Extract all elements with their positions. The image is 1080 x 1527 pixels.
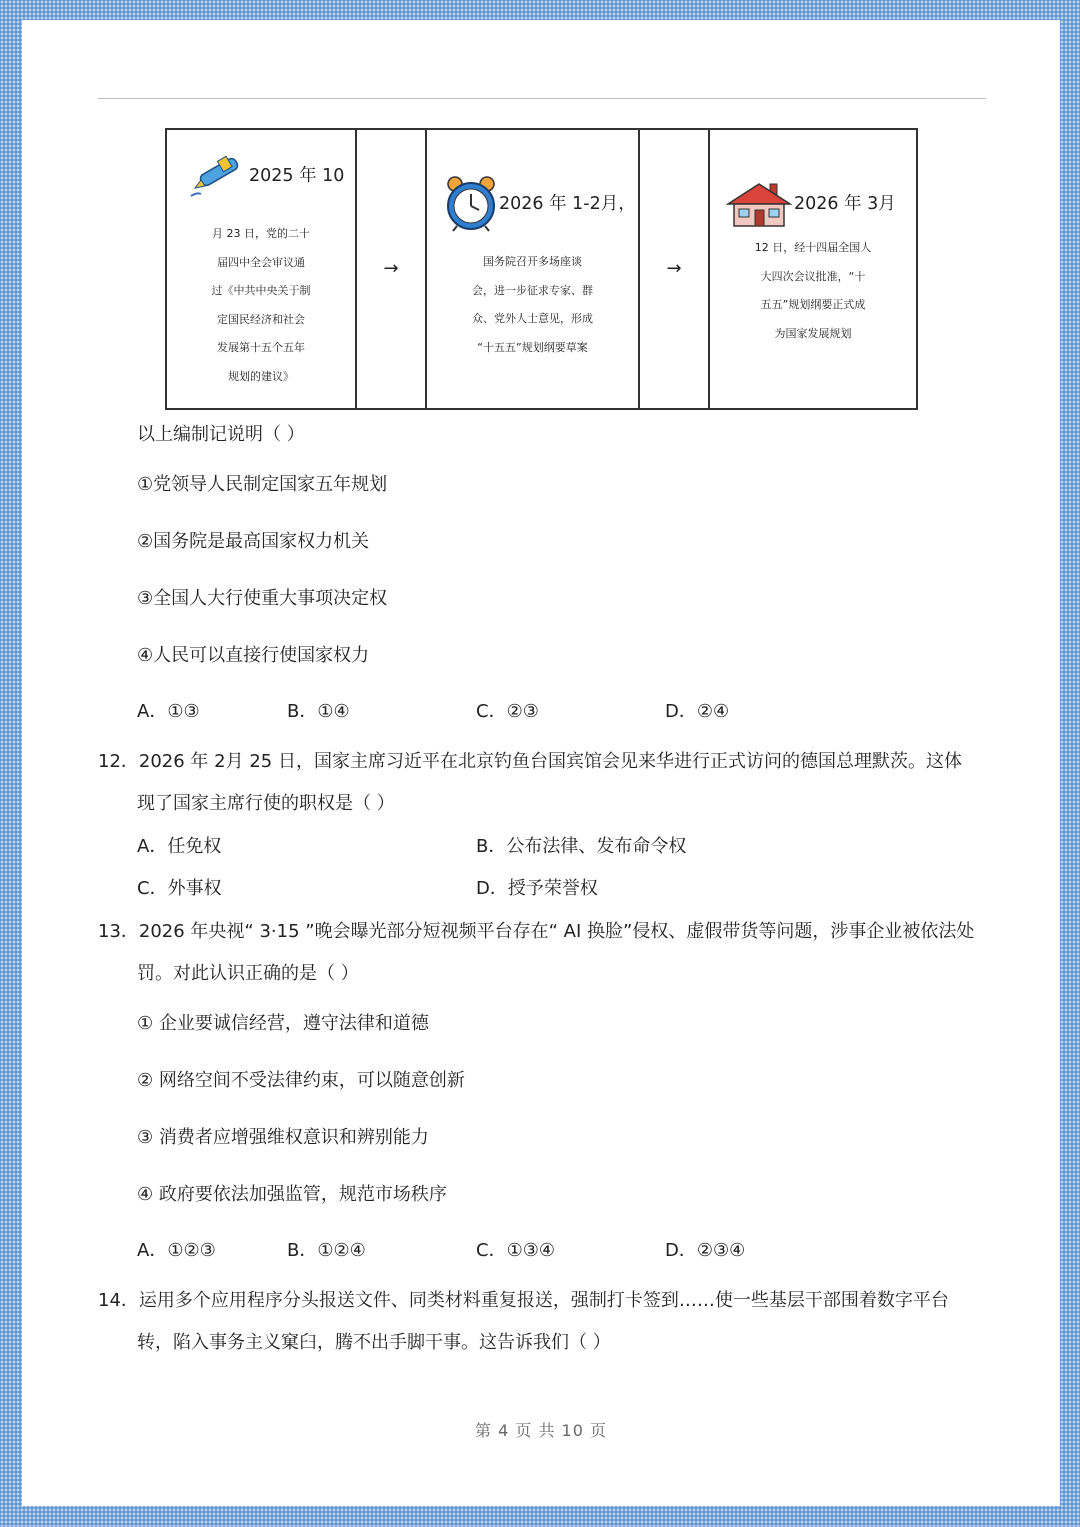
flow-step-3 xyxy=(710,130,916,408)
q12-option-a[interactable]: A．任免权 xyxy=(137,836,222,857)
q11-stem: 以上编制记说明（ ） xyxy=(137,424,305,445)
flow-step-2 xyxy=(427,130,640,408)
flow-text-line: 过《中共中央关于制 xyxy=(211,284,311,297)
flow-text-line: “十五五”规划纲要草案 xyxy=(477,340,588,354)
q13-option-a[interactable]: A．①②③ xyxy=(137,1240,216,1261)
flow-step-1-head: 2025 年 10 xyxy=(249,166,345,186)
document-page xyxy=(22,20,1060,1506)
header-divider xyxy=(98,98,986,99)
flow-text-line: 12 日，经十四届全国人 xyxy=(754,241,872,254)
flow-text-line: 规划的建议》 xyxy=(228,369,294,383)
q14-stem-line1: 14．运用多个应用程序分头报送文件、同类材料重复报送，强制打卡签到……使一些基层干部围着数字平台 xyxy=(98,1290,949,1311)
flow-step-1-body xyxy=(167,220,355,391)
flow-step-1 xyxy=(167,130,357,408)
q11-option-a[interactable]: A．①③ xyxy=(137,701,200,722)
flow-text-line: 国务院召开多场座谈 xyxy=(483,255,582,268)
flow-text-line: 定国民经济和社会 xyxy=(217,312,305,326)
q13-item: ③ 消费者应增强维权意识和辨别能力 xyxy=(137,1127,429,1148)
flow-text-line: 届四中全会审议通 xyxy=(217,255,305,269)
flow-text-line: 会，进一步征求专家、群 xyxy=(472,283,593,297)
q11-option-c[interactable]: C．②③ xyxy=(476,701,539,722)
q13-option-c[interactable]: C．①③④ xyxy=(476,1240,555,1261)
flow-arrow-1: → xyxy=(357,130,427,408)
flow-step-2-body xyxy=(427,248,638,362)
q12-stem-line2: 现了国家主席行使的职权是（ ） xyxy=(137,793,395,814)
q13-option-b[interactable]: B．①②④ xyxy=(287,1240,366,1261)
flow-table xyxy=(165,128,918,410)
q12-option-d[interactable]: D．授予荣誉权 xyxy=(476,878,598,899)
page-footer: 第 4 页 共 10 页 xyxy=(475,1421,607,1440)
q11-item: ①党领导人民制定国家五年规划 xyxy=(137,474,388,495)
q12-option-b[interactable]: B．公布法律、发布命令权 xyxy=(476,836,687,857)
flow-text-line: 大四次会议批准，“十 xyxy=(760,269,866,283)
flow-step-3-head: 2026 年 3月 xyxy=(794,194,896,214)
q13-item: ① 企业要诚信经营，遵守法律和道德 xyxy=(137,1013,429,1034)
flow-step-2-head: 2026 年 1-2月， xyxy=(499,194,636,214)
q13-stem-line2: 罚。对此认识正确的是（ ） xyxy=(137,963,359,984)
flow-text-line: 为国家发展规划 xyxy=(774,326,852,340)
alarm-clock-icon xyxy=(443,174,499,232)
flow-text-line: 发展第十五个五年 xyxy=(217,341,305,354)
q13-item: ② 网络空间不受法律约束，可以随意创新 xyxy=(137,1070,465,1091)
q12-stem-line1: 12．2026 年 2月 25 日，国家主席习近平在北京钓鱼台国宾馆会见来华进行正式访问的德国总理默茨。这体 xyxy=(98,751,962,772)
q11-item: ③全国人大行使重大事项决定权 xyxy=(137,588,388,609)
q14-stem-line2: 转，陷入事务主义窠臼，腾不出手脚干事。这告诉我们（ ） xyxy=(137,1332,611,1353)
flow-text-line: 五五”规划纲要正式成 xyxy=(760,298,866,311)
q11-item: ④人民可以直接行使国家权力 xyxy=(137,645,370,666)
pen-icon xyxy=(187,152,245,198)
flow-text-line: 众、党外人士意见，形成 xyxy=(472,312,593,325)
q11-item: ②国务院是最高国家权力机关 xyxy=(137,531,370,552)
q11-option-b[interactable]: B．①④ xyxy=(287,701,350,722)
q13-stem-line1: 13．2026 年央视“ 3·15 ”晚会曝光部分短视频平台存在“ AI 换脸”侵权、虚假带货等问题，涉事企业被依法处 xyxy=(98,921,975,942)
house-icon xyxy=(726,180,792,228)
q13-item: ④ 政府要依法加强监管，规范市场秩序 xyxy=(137,1184,447,1205)
flow-text-line: 月 23 日，党的二十 xyxy=(212,227,310,240)
flow-arrow-2: → xyxy=(640,130,710,408)
flow-step-3-body xyxy=(710,234,916,348)
q12-option-c[interactable]: C．外事权 xyxy=(137,878,222,899)
q13-option-d[interactable]: D．②③④ xyxy=(665,1240,746,1261)
q11-option-d[interactable]: D．②④ xyxy=(665,701,730,722)
